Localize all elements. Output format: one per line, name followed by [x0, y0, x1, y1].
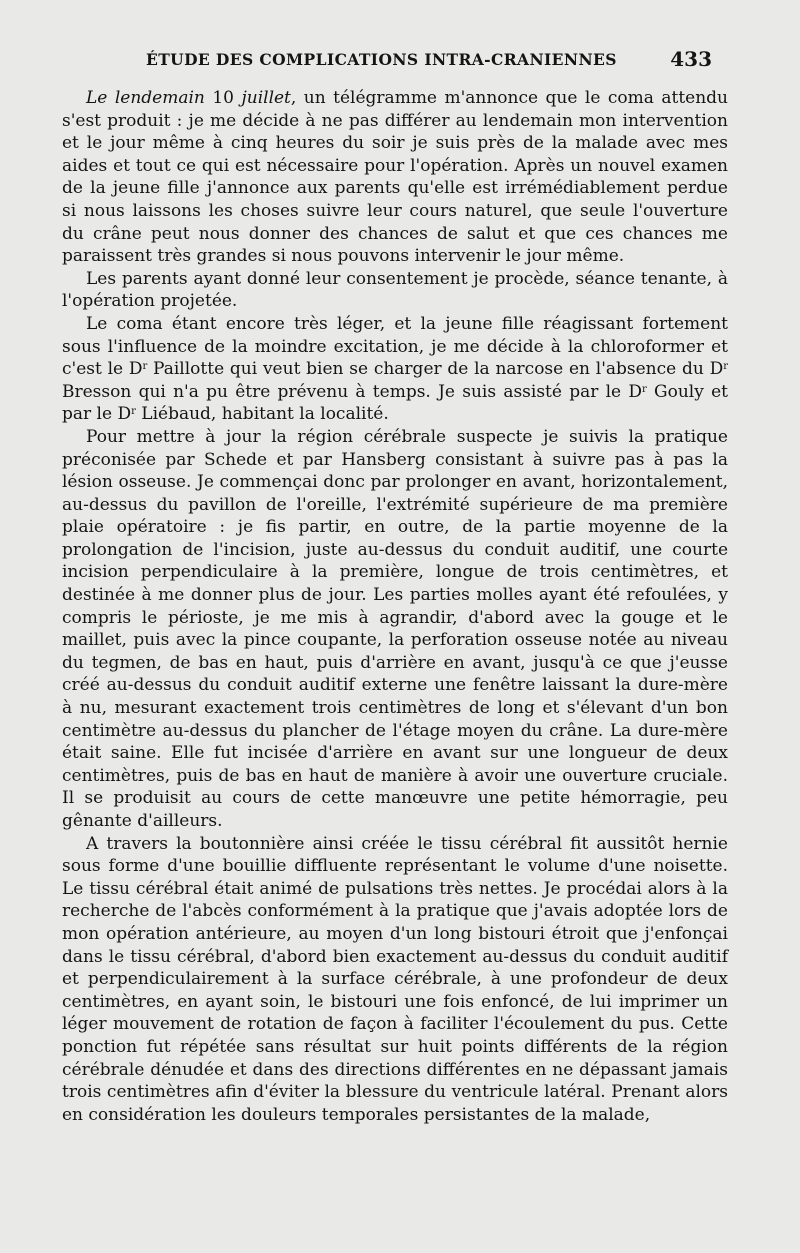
body-text [62, 87, 728, 1126]
paragraph-1-text: , un télégramme m'annonce que le coma attendu s'est produit : je me décide à ne pas différer au lendemain mon intervention et le jour même à cinq heures du soir je suis près de la malade avec mes aides et tout ce qui est nécessaire pour l'opération. Après un nouvel examen de la jeune fille j'annonce aux parents qu'elle est irrémédiablement perdue si nous laissons les choses suivre leur cours naturel, que seule l'ouverture du crâne peut nous donner des chances de salut et que ces chances me paraissent très grandes si nous pouvons intervenir le jour même. [62, 88, 729, 267]
paragraph-5: A travers la boutonnière ainsi créée le tissu cérébral fit aussitôt hernie sous forme d'une bouillie diffluente représentant le volume d'une noisette. Le tissu cérébral était animé de pulsations très nettes. Je procédai alors à la recherche de l'abcès conformément à la pratique que j'avais adoptée lors de mon opération antérieure, au moyen d'un long bistouri étroit que j'enfonçai dans le tissu cérébral, d'abord bien exactement au-dessus du conduit auditif et perpendiculairement à la surface cérébrale, à une profondeur de deux centimètres, en ayant soin, le bistouri une fois enfoncé, de lui imprimer un léger mouvement de rotation de façon à faciliter l'écoulement du pus. Cette ponction fut répétée sans résultat sur huit points différents de la région cérébrale dénudée et dans des directions différentes en ne dépassant jamais trois centimètres afin d'éviter la blessure du ventricule latéral. Prenant alors en considération les douleurs temporales persistantes de la malade, [62, 833, 728, 1125]
page-header [62, 47, 712, 74]
paragraph-3-text-b: Paillotte qui veut bien se charger de la narcose en l'absence du D [147, 359, 724, 380]
doctor-abbrev-sup: r [642, 383, 647, 395]
date-number: 10 [212, 88, 234, 108]
doctor-abbrev-sup: r [723, 361, 729, 373]
paragraph-3-text-d: Gouly et par le D [62, 381, 728, 425]
date-phrase: Le lendemain [86, 88, 205, 108]
paragraph-3-text-e: Liébaud, habitant la localité. [135, 404, 389, 425]
running-title: ÉTUDE DES COMPLICATIONS INTRA-CRANIENNES [146, 50, 617, 69]
paragraph-1 [62, 87, 728, 268]
paragraph-3-text-a: Le coma étant encore très léger, et la jeune fille réagissant fortement sous l'influence de la moindre excitation, je me décide à la chloroformer et c'est le D [62, 313, 728, 380]
doctor-abbrev-sup: r [142, 361, 148, 373]
doctor-abbrev-sup: r [131, 406, 136, 418]
paragraph-2: Les parents ayant donné leur consentement je procède, séance tenante, à l'opération projetée. [62, 268, 728, 312]
paragraph-3 [62, 313, 728, 426]
paragraph-4: Pour mettre à jour la région cérébrale suspecte je suivis la pratique préconisée par Schede et par Hansberg consistant à suivre pas à pas la lésion osseuse. Je commençai donc par prolonger en avant, horizontalement, au-dessus du pavillon de l'oreille, l'extrémité supérieure de ma première plaie opératoire : je fis partir, en outre, de la partie moyenne de la prolongation de l'incision, juste au-dessus du conduit auditif, une courte incision perpendiculaire à la première, longue de trois centimètres, et destinée à me donner plus de jour. Les parties molles ayant été refoulées, y compris le périoste, je me mis à agrandir, d'abord avec la gouge et le maillet, puis avec la pince coupante, la perforation osseuse notée au niveau du tegmen, de bas en haut, puis d'arrière en avant, jusqu'à ce que j'eusse créé au-dessus du conduit auditif externe une fenêtre laissant la dure-mère à nu, mesurant exactement trois centimètres de long et s'élevant d'un bon centimètre au-dessus du plancher de l'étage moyen du crâne. La dure-mère était saine. Elle fut incisée d'arrière en avant sur une longueur de deux centimètres, puis de bas en haut de manière à avoir une ouverture cruciale. Il se produisit au cours de cette manœuvre une petite hémorragie, peu gênante d'ailleurs. [62, 426, 728, 831]
paragraph-3-text-c: Bresson qui n'a pu être prévenu à temps. Je suis assisté par le D [62, 381, 642, 402]
date-month: juillet [241, 88, 291, 108]
page-number: 433 [670, 47, 712, 71]
